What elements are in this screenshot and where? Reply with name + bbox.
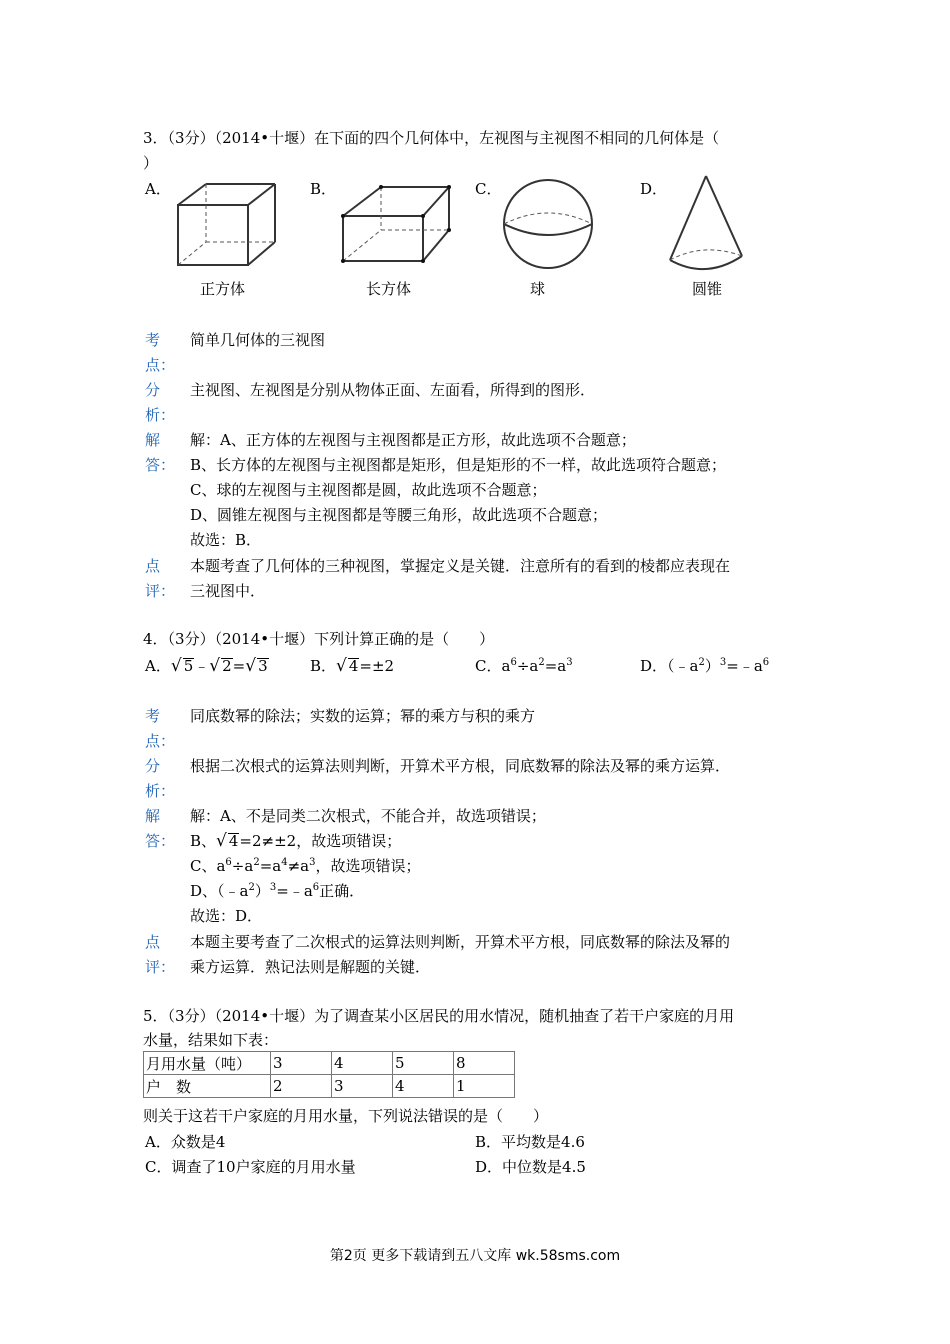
q5-question: 则关于这若干户家庭的月用水量，下列说法错误的是（ ）	[143, 1107, 549, 1125]
q5-option-c: C．调查了10户家庭的月用水量	[145, 1158, 356, 1176]
table-cell: 4	[332, 1052, 393, 1075]
q3-caption-sphere: 球	[530, 280, 546, 298]
q4-kaodian-label-2: 点：	[145, 732, 176, 750]
q3-option-a-letter: A．	[145, 180, 171, 198]
table-row	[144, 1052, 515, 1075]
q3-jieda-line-5: 故选：B．	[190, 531, 262, 549]
cone-figure	[664, 172, 748, 274]
q3-jieda-label-1: 解	[145, 431, 161, 449]
q4-kaodian: 同底数幂的除法；实数的运算；幂的乘方与积的乘方	[190, 707, 536, 725]
q3-caption-cone: 圆锥	[692, 280, 723, 298]
q5-option-d: D．中位数是4.5	[475, 1158, 586, 1176]
q3-jieda-line-4: D、圆锥左视图与主视图都是等腰三角形，故此选项不合题意；	[190, 506, 608, 524]
q3-option-d-letter: D．	[640, 180, 668, 198]
q4-jieda-line-2: B、√ 4=2≠±2，故选项错误；	[190, 831, 402, 851]
q4-dianping-label-2: 评：	[145, 958, 176, 976]
q3-dianping-label-1: 点	[145, 557, 161, 575]
q4-option-c: C．$a^6\div a^2=a^3$	[475, 657, 573, 675]
q3-fenxi-label-2: 析：	[145, 406, 176, 424]
sphere-figure	[500, 176, 596, 272]
page-footer: 第2页 更多下载请到五八文库 wk.58sms.com	[329, 1248, 621, 1264]
q5-option-b: B．平均数是4.6	[475, 1133, 585, 1151]
table-cell: 4	[393, 1075, 454, 1098]
q4-jieda-line-3: C、$a^6\div a^2=a^4\ne a^3$，故选项错误；	[190, 857, 421, 875]
q4-fenxi: 根据二次根式的运算法则判断，开算术平方根，同底数幂的除法及幂的乘方运算．	[190, 757, 731, 775]
q4-stem: 4．（3分）（2014•十堰）下列计算正确的是（ ）	[143, 630, 495, 648]
q5-stem-line2: 水量，结果如下表：	[143, 1031, 279, 1049]
q4-option-b: B．√ 4=±2	[310, 656, 395, 676]
q3-stem-line2: ）	[143, 154, 159, 172]
cuboid-figure	[336, 182, 456, 266]
q3-kaodian-label-1: 考	[145, 331, 161, 349]
q3-kaodian: 简单几何体的三视图	[190, 331, 326, 349]
table-cell: 月用水量（吨）	[144, 1052, 271, 1075]
q3-dianping-label-2: 评：	[145, 582, 176, 600]
q3-option-c-letter: C．	[475, 180, 502, 198]
q3-dianping-line-1: 本题考查了几何体的三种视图，掌握定义是关键．注意所有的看到的棱都应表现在	[190, 557, 731, 575]
q4-jieda-line-1: 解：A、不是同类二次根式，不能合并，故选项错误；	[190, 807, 546, 825]
q3-jieda-line-1: 解：A、正方体的左视图与主视图都是正方形，故此选项不合题意；	[190, 431, 636, 449]
q4-fenxi-label-1: 分	[145, 757, 161, 775]
q3-jieda-line-3: C、球的左视图与主视图都是圆，故此选项不合题意；	[190, 481, 547, 499]
water-usage-table	[143, 1051, 515, 1098]
q3-kaodian-label-2: 点：	[145, 356, 176, 374]
q3-stem-line1: 3．（3分）（2014•十堰）在下面的四个几何体中，左视图与主视图不相同的几何体是（	[143, 129, 720, 147]
q4-dianping-line-2: 乘方运算．熟记法则是解题的关键．	[190, 958, 431, 976]
q3-caption-cube: 正方体	[200, 280, 246, 298]
q4-fenxi-label-2: 析：	[145, 782, 176, 800]
table-cell: 5	[393, 1052, 454, 1075]
q3-jieda-line-2: B、长方体的左视图与主视图都是矩形，但是矩形的不一样，故此选项符合题意；	[190, 456, 727, 474]
q4-jieda-label-2: 答：	[145, 832, 176, 850]
q3-fenxi: 主视图、左视图是分别从物体正面、左面看，所得到的图形．	[190, 381, 596, 399]
q3-dianping-line-2: 三视图中．	[190, 582, 266, 600]
q5-stem-line1: 5．（3分）（2014•十堰）为了调查某小区居民的用水情况，随机抽查了若干户家庭的月用	[143, 1007, 735, 1025]
table-cell: 2	[271, 1075, 332, 1098]
q3-fenxi-label-1: 分	[145, 381, 161, 399]
table-cell: 8	[454, 1052, 515, 1075]
table-cell: 3	[271, 1052, 332, 1075]
table-row	[144, 1075, 515, 1098]
q4-jieda-line-4: D、$(﹣a^2)^3=﹣a^6$正确．	[190, 882, 365, 900]
table-cell: 3	[332, 1075, 393, 1098]
q4-option-d: D．$(﹣a^2)^3=﹣a^6$	[640, 657, 770, 675]
q4-jieda-label-1: 解	[145, 807, 161, 825]
table-cell: 1	[454, 1075, 515, 1098]
q4-jieda-line-5: 故选：D．	[190, 907, 263, 925]
q5-option-a: A．众数是4	[145, 1133, 226, 1151]
cube-figure	[170, 178, 280, 270]
q3-caption-cuboid: 长方体	[366, 280, 412, 298]
q4-dianping-line-1: 本题主要考查了二次根式的运算法则判断，开算术平方根，同底数幂的除法及幂的	[190, 933, 731, 951]
q4-dianping-label-1: 点	[145, 933, 161, 951]
q3-jieda-label-2: 答：	[145, 456, 176, 474]
table-cell: 户 数	[144, 1075, 271, 1098]
q4-option-a: A．√ 5﹣√ 2=√ 3	[145, 656, 268, 676]
q3-option-b-letter: B．	[310, 180, 337, 198]
q4-kaodian-label-1: 考	[145, 707, 161, 725]
